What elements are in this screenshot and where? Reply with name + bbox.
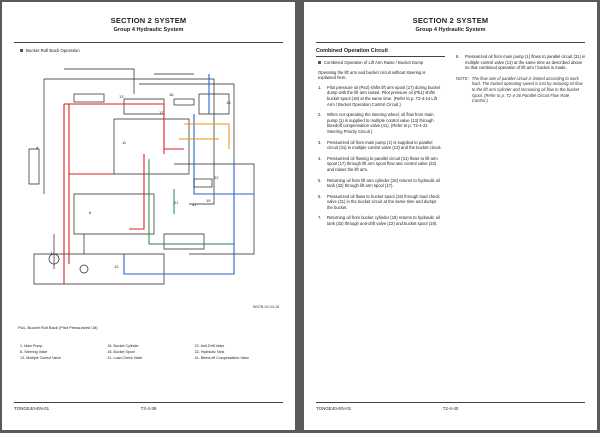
legend-item: 41- Bleed-off Compensation Valve: [194, 356, 250, 360]
label-22: 22: [214, 175, 219, 180]
intro-bullet-text: Combined Operation of Lift Arm Raise / Bucket Dump: [324, 60, 424, 65]
label-18: 18: [226, 100, 231, 105]
step-text: Pressurized oil flows to bucket spool (19) through load check valve (21) in the bucket circuit at the same time and dumps the bucket.: [327, 193, 440, 210]
doc-code: TONGE40-EN-01: [316, 406, 352, 411]
left-page-footer: [14, 402, 283, 414]
label-19: 19: [206, 198, 211, 203]
step-text: Returning oil from bucket cylinder (18) returns to hydraulic oil tank (32) through anti-drift valve (22) and bucket spool (19).: [327, 215, 440, 227]
label-11: 11: [122, 140, 127, 145]
hydraulic-circuit-diagram: [14, 54, 282, 304]
step-number: 6.: [318, 193, 322, 199]
group-title: Group 4 Hydraulic System: [113, 27, 184, 33]
step-number: 3.: [318, 139, 322, 145]
legend-item: 18- Bucket Spool: [107, 350, 135, 354]
legend-item: 8- Steering Valve: [20, 350, 48, 354]
label-41: 41: [192, 202, 197, 207]
legend-item: 21- Load Check Valve: [107, 356, 143, 360]
page-number: T2-4-39: [140, 406, 157, 411]
step-number: 2.: [318, 112, 322, 118]
right-page: [304, 2, 597, 430]
note-block: [456, 76, 586, 104]
step-item: [318, 156, 442, 173]
component-legend: [20, 344, 282, 360]
step-item: [318, 140, 442, 151]
left-page: [2, 2, 295, 430]
label-13: 13: [119, 94, 124, 99]
step-text: Returning oil from lift arm cylinder (16) returns to hydraulic oil tank (32) through lift arm spool (17).: [327, 177, 441, 189]
step-number: 1.: [318, 84, 322, 90]
diagram-title-text: Bucket Roll Back Operation: [26, 48, 80, 53]
step-text: Pressurized oil from main pump (1) flows to parallel circuit (31) in multiple control valve (13) at the same time as described above so that combined operation of lift arm / bucket is made.: [465, 54, 586, 71]
right-page-header: [316, 16, 585, 43]
diagram-title: [20, 48, 80, 53]
legend-item: 1- Main Pump: [20, 344, 43, 348]
left-page-header: [14, 16, 283, 43]
intro-text: Operating the lift arm and bucket circuit without steering is explained here.: [318, 69, 426, 81]
label-21: 21: [174, 200, 179, 205]
step-text: Pilot pressure oil (Pa2) shifts lift arm spool (17) during bucket dump with the lift arm raised. Pilot pressure oil (Pb1) shifts bucket spool (19) at the same time. (Refer to p. T2-4-14 Lift Arm / Bucket Operation Control Circuit.): [327, 84, 441, 107]
step-text: Pressurized oil flowing to parallel circuit (31) flows to lift arm spool (17) through lift arm spool flow rate control valve (23) and raises the lift arm.: [327, 155, 438, 172]
step-item: [456, 54, 586, 71]
note-label: NOTE:: [456, 75, 469, 81]
label-12: 12: [114, 264, 119, 269]
step-number: 5.: [318, 177, 322, 183]
label-1: 1: [50, 250, 53, 255]
page-number: T2-4-40: [442, 406, 459, 411]
figure-caption: Pa1- Bucket Roll Back (Pilot Pressurized Oil): [18, 325, 98, 330]
legend-item: 32- Hydraulic Tank: [194, 350, 225, 354]
section-title: SECTION 2 SYSTEM: [412, 16, 489, 25]
group-title: Group 4 Hydraulic System: [415, 27, 486, 33]
text-column-right: [456, 54, 586, 104]
bullet-icon: [20, 49, 23, 52]
intro-bullet: [318, 60, 442, 66]
step-item: [318, 178, 442, 189]
label-4: 4: [36, 145, 39, 150]
label-8: 8: [89, 210, 92, 215]
step-item: [318, 85, 442, 107]
label-17: 17: [159, 110, 164, 115]
right-page-footer: [316, 402, 585, 414]
step-text: When not operating the steering wheel, oil flow from main pump (1) is supplied to multiple control valve (13) through bleedoff compensation valve (41). (Refer to p. T2-4-22 Steering Priority Circuit.): [327, 112, 434, 134]
step-item: [318, 112, 442, 134]
text-column-left: [318, 60, 442, 232]
figure-id: WG7B-02-04-18: [252, 305, 279, 309]
legend-item: 16- Bucket Cylinder: [107, 344, 139, 348]
step-text: Pressurized oil from main pump (1) is supplied to parallel circuit (31) in multiple control valve (13) and the bucket circuit.: [327, 139, 442, 151]
step-number: 4.: [318, 155, 322, 161]
section-title: SECTION 2 SYSTEM: [110, 16, 187, 25]
step-item: [318, 215, 442, 226]
legend-item: 22- Anti-Drift Valve: [194, 344, 225, 348]
subheading: Combined Operation Circuit: [316, 48, 445, 57]
note-text: The flow rate of parallel circuit is limited according to work load. The bucket operating speed is lost by reducing oil flow to the lift arm cylinder and increasing oil flow to the bucket spool. (Refer to p. T2-4-36 Parallel Circuit Flow Rate Control.): [471, 75, 583, 104]
bullet-icon: [318, 61, 321, 64]
legend-item: 13- Multiple Control Valve: [20, 356, 61, 360]
step-item: [318, 194, 442, 211]
step-number: 8.: [456, 54, 460, 59]
label-16: 16: [169, 92, 174, 97]
doc-code: TONGE40-EN-01: [14, 406, 50, 411]
step-number: 7.: [318, 215, 322, 221]
